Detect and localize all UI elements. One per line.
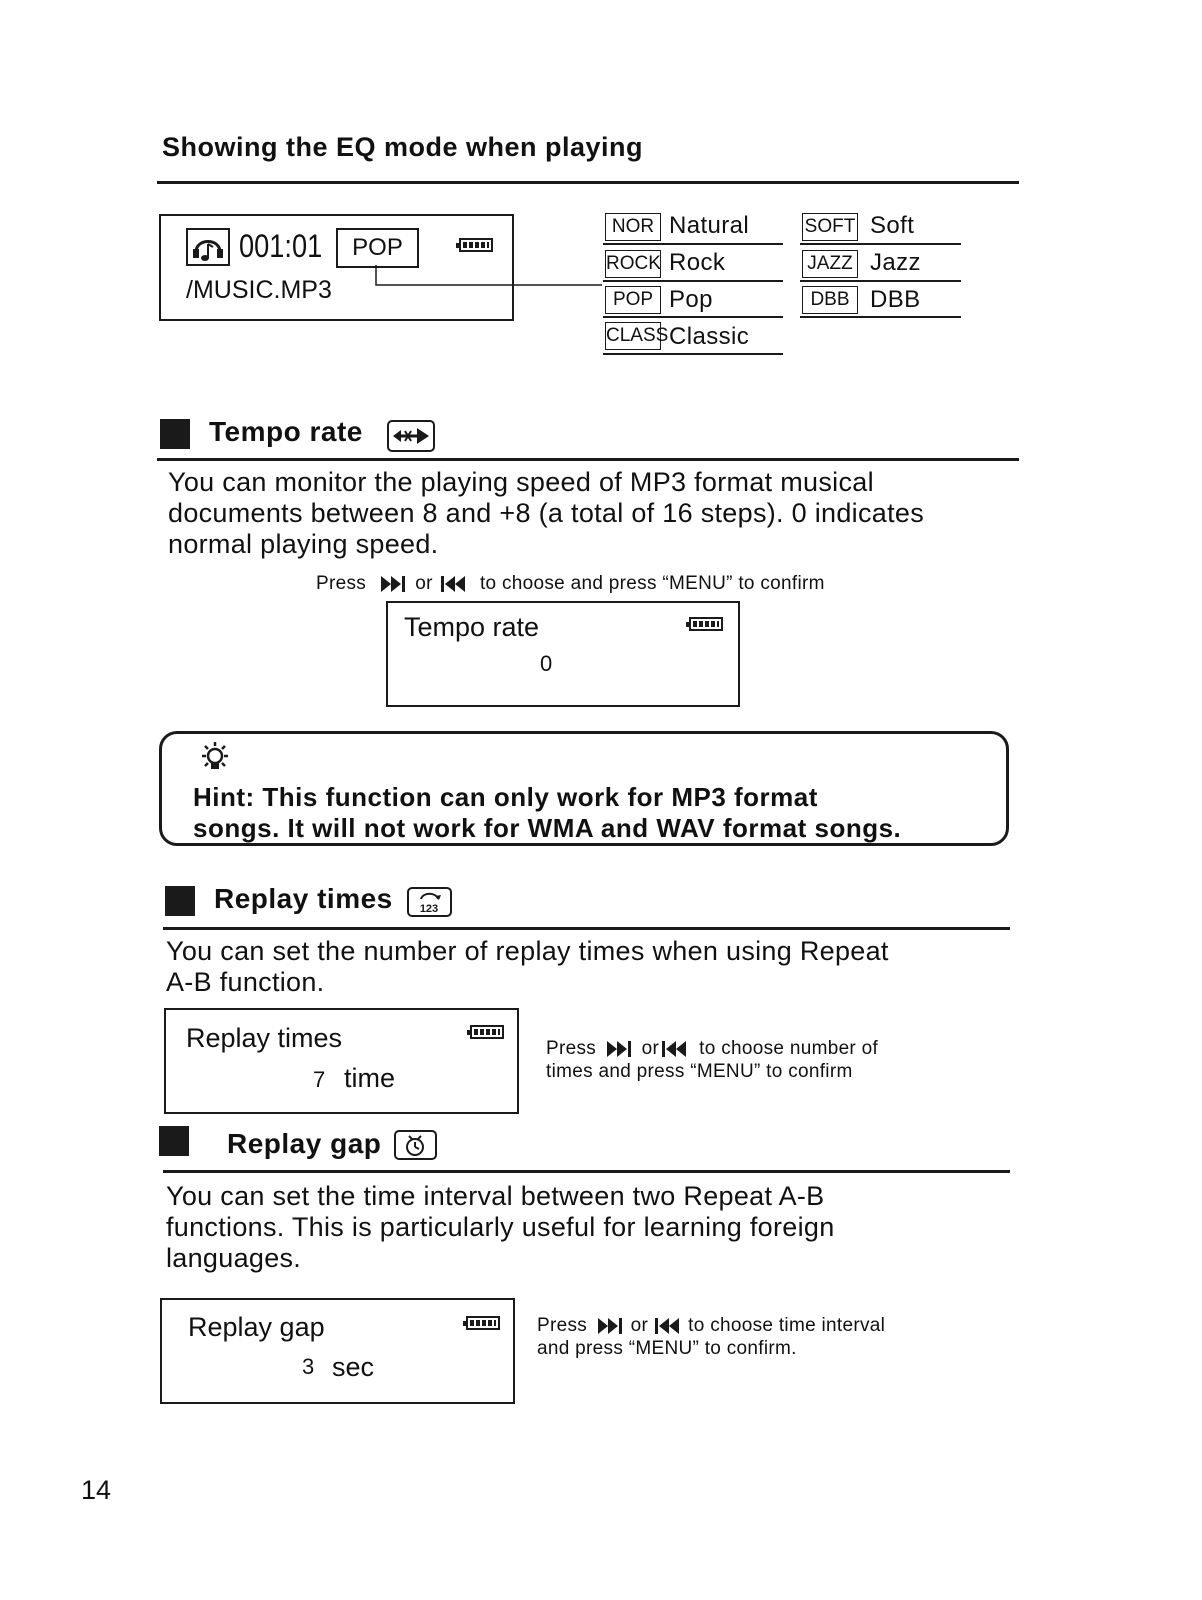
tempo-description-line: You can monitor the playing speed of MP3 format musical xyxy=(168,467,874,497)
eq-badge-class: CLASS xyxy=(605,322,661,350)
tempo-lcd-display xyxy=(386,601,740,707)
battery-icon xyxy=(459,238,493,252)
replay-gap-section-title: Replay gap xyxy=(227,1128,382,1159)
press-or: or xyxy=(415,573,433,594)
replay-gap-lcd-value: 3 xyxy=(302,1354,315,1379)
battery-icon xyxy=(689,617,723,631)
eq-row-line xyxy=(800,280,961,282)
replay-times-press-instruction xyxy=(546,1037,878,1083)
eq-section-title: Showing the EQ mode when playing xyxy=(162,132,644,162)
press-line2: times and press “MENU” to confirm xyxy=(546,1061,853,1082)
eq-row-line xyxy=(603,316,783,318)
eq-row-line xyxy=(800,316,961,318)
next-track-icon xyxy=(380,575,408,593)
eq-lcd-mode-box xyxy=(336,228,419,268)
press-suffix: to choose number of xyxy=(699,1038,879,1059)
eq-label-dbb: DBB xyxy=(870,286,921,313)
tempo-description-line: documents between 8 and +8 (a total of 16 steps). 0 indicates xyxy=(168,498,925,528)
eq-row-line xyxy=(603,353,783,355)
next-track-icon xyxy=(606,1040,634,1058)
prev-track-icon xyxy=(440,575,468,593)
replay-123-icon xyxy=(407,887,452,917)
replay-gap-lcd-display xyxy=(160,1298,515,1404)
timer-icon xyxy=(394,1130,437,1160)
tempo-lcd-title: Tempo rate xyxy=(404,612,540,642)
replay-times-description-line: You can set the number of replay times when using Repeat xyxy=(166,936,889,966)
eq-lcd-time: 001:01 xyxy=(239,228,323,264)
replay-gap-description-line: functions. This is particularly useful for learning foreign xyxy=(166,1212,835,1242)
tempo-press-instruction xyxy=(316,573,825,595)
replay-times-lcd-value: 7 xyxy=(313,1067,326,1092)
tempo-section-marker xyxy=(160,419,190,449)
page-number: 14 xyxy=(81,1475,112,1505)
eq-label-natural: Natural xyxy=(669,212,750,239)
press-or: or xyxy=(641,1038,660,1059)
hint-text xyxy=(193,782,901,844)
replay-gap-lcd-title: Replay gap xyxy=(188,1312,325,1342)
battery-icon xyxy=(470,1025,504,1039)
tempo-description xyxy=(168,467,924,560)
replay-times-section-title: Replay times xyxy=(214,883,393,914)
tempo-section-title: Tempo rate xyxy=(209,416,363,447)
eq-badge-rock: ROCK xyxy=(605,250,661,278)
press-label: Press xyxy=(316,573,367,594)
svg-text:123: 123 xyxy=(419,903,439,915)
press-line2: and press “MENU” to confirm. xyxy=(537,1338,797,1359)
eq-badge-nor: NOR xyxy=(605,213,661,241)
eq-badge-soft: SOFT xyxy=(802,213,858,241)
eq-label-soft: Soft xyxy=(870,212,915,239)
replay-gap-section-rule xyxy=(163,1170,1010,1173)
eq-row-line xyxy=(603,280,783,282)
eq-lcd-filename: /MUSIC.MP3 xyxy=(186,276,332,304)
press-suffix: to choose time interval xyxy=(688,1315,886,1336)
replay-gap-press-instruction xyxy=(537,1314,885,1360)
tempo-section-rule xyxy=(157,458,1019,461)
tempo-lcd-value: 0 xyxy=(540,651,553,676)
eq-connector-line xyxy=(374,265,604,290)
eq-lcd-mode: POP xyxy=(352,234,403,261)
hint-line: songs. It will not work for WMA and WAV format songs. xyxy=(193,813,902,843)
replay-times-section-marker xyxy=(165,886,195,916)
tempo-description-line: normal playing speed. xyxy=(168,529,439,559)
eq-label-pop: Pop xyxy=(669,286,713,313)
eq-row-line xyxy=(800,243,961,245)
lightbulb-icon xyxy=(196,740,234,776)
replay-gap-section-marker xyxy=(159,1126,189,1156)
tempo-icon xyxy=(387,420,435,452)
replay-gap-lcd-unit: sec xyxy=(332,1352,375,1382)
eq-section-rule xyxy=(157,181,1019,184)
next-track-icon xyxy=(597,1317,625,1335)
press-suffix: to choose and press “MENU” to confirm xyxy=(479,573,825,594)
eq-badge-pop: POP xyxy=(605,286,661,314)
hint-box xyxy=(159,731,1009,846)
eq-badge-dbb: DBB xyxy=(802,286,858,314)
eq-row-line xyxy=(603,243,783,245)
replay-times-section-rule xyxy=(163,927,1010,930)
eq-label-rock: Rock xyxy=(669,249,726,276)
replay-times-description xyxy=(166,936,889,998)
replay-gap-description xyxy=(166,1181,835,1274)
eq-label-classic: Classic xyxy=(669,323,750,350)
battery-icon xyxy=(466,1316,500,1330)
replay-times-lcd-display xyxy=(164,1008,519,1114)
press-or: or xyxy=(630,1315,649,1336)
press-label: Press xyxy=(537,1315,588,1336)
replay-times-description-line: A-B function. xyxy=(166,967,325,997)
headphone-icon xyxy=(186,228,230,266)
prev-track-icon xyxy=(654,1317,682,1335)
prev-track-icon xyxy=(661,1040,689,1058)
eq-label-jazz: Jazz xyxy=(870,249,921,276)
hint-line: Hint: This function can only work for MP3 format xyxy=(193,782,818,812)
replay-gap-description-line: You can set the time interval between two Repeat A-B xyxy=(166,1181,825,1211)
replay-gap-description-line: languages. xyxy=(166,1243,302,1273)
eq-badge-jazz: JAZZ xyxy=(802,250,858,278)
replay-times-lcd-unit: time xyxy=(344,1063,396,1093)
replay-times-lcd-title: Replay times xyxy=(186,1023,343,1053)
press-label: Press xyxy=(546,1038,597,1059)
